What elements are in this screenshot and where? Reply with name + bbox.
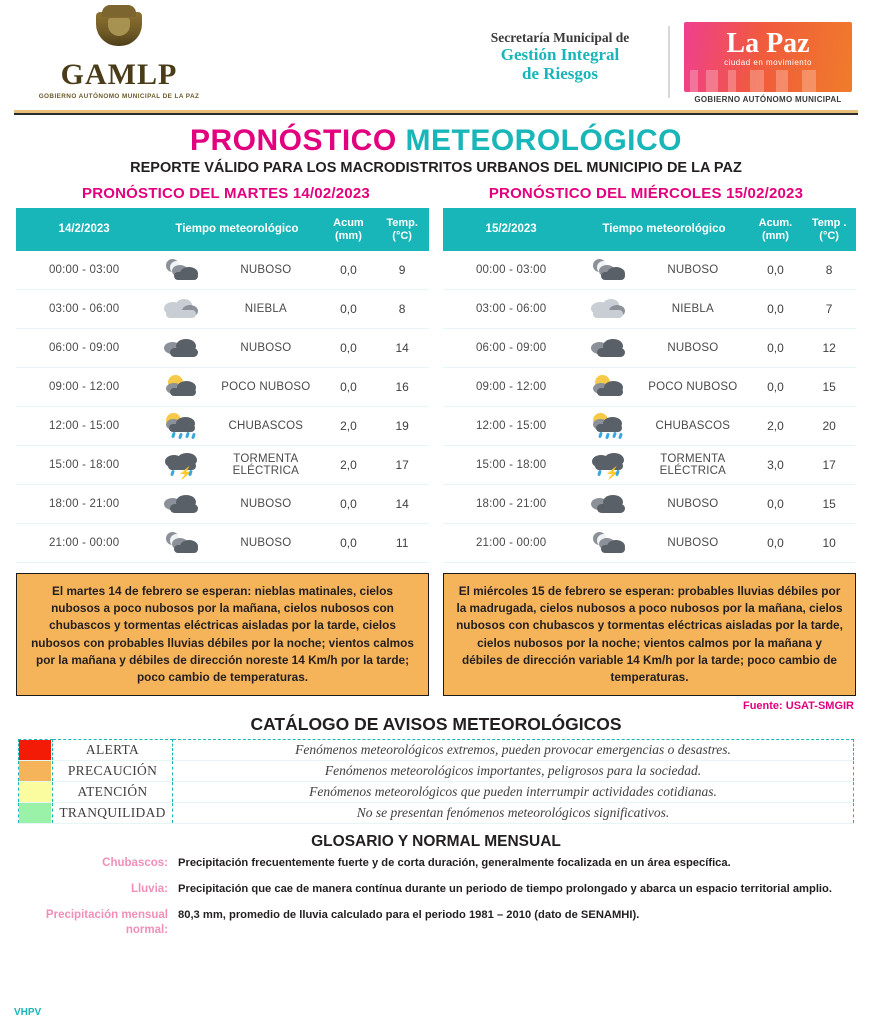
la-paz-logo — [684, 22, 852, 104]
col-date: 14/2/2023 — [16, 208, 152, 251]
cell-acum: 2,0 — [340, 458, 357, 473]
table-row — [443, 329, 856, 368]
cloudy-icon — [579, 485, 637, 524]
table-body — [16, 251, 429, 563]
cell-acum: 0,0 — [767, 380, 784, 395]
page-title-word2: METEOROLÓGICO — [405, 124, 683, 157]
cell-acum: 3,0 — [767, 458, 784, 473]
glossary-entry — [18, 908, 854, 938]
gamlp-subtitle: GOBIERNO AUTÓNOMO MUNICIPAL DE LA PAZ — [38, 93, 200, 100]
table-row — [443, 446, 856, 485]
glossary-entry — [18, 882, 854, 897]
cell-hour: 03:00 - 06:00 — [475, 303, 547, 316]
table-row — [16, 485, 429, 524]
cell-hour: 00:00 - 03:00 — [475, 264, 547, 277]
cell-hour: 15:00 - 18:00 — [48, 459, 120, 472]
cell-acum: 0,0 — [767, 302, 784, 317]
col-date: 15/2/2023 — [443, 208, 579, 251]
cell-temp: 9 — [398, 263, 406, 278]
cell-hour: 06:00 - 09:00 — [48, 342, 120, 355]
cell-temp: 15 — [822, 497, 836, 512]
cell-acum: 0,0 — [340, 380, 357, 395]
cloudy-icon — [579, 329, 637, 368]
cell-hour: 18:00 - 21:00 — [475, 498, 547, 511]
cell-desc: NUBOSO — [240, 342, 292, 355]
catalog-table — [18, 739, 854, 824]
gamlp-logo — [14, 12, 224, 100]
cell-temp: 17 — [395, 458, 409, 473]
catalog-desc: Fenómenos meteorológicos extremos, pueden provocar emergencias o desastres. — [173, 739, 854, 760]
table-header-row — [16, 208, 429, 251]
summary-tuesday: El martes 14 de febrero se esperan: nieblas matinales, cielos nubosos a poco nubosos por la mañana, cielos nubosos con chubascos y tormentas eléctricas aisladas por la tarde, cielos nubosos con probables lluvias débiles por la noche; vientos calmos por la mañana y débiles de dirección noreste 14 Km/h por la tarde; poco cambio de temperaturas. — [16, 573, 429, 696]
cell-temp: 14 — [395, 341, 409, 356]
cell-desc: NIEBLA — [244, 303, 287, 316]
partly-cloudy-icon — [579, 368, 637, 407]
catalog-title: CATÁLOGO DE AVISOS METEOROLÓGICOS — [250, 713, 622, 734]
la-paz-title: La Paz — [726, 28, 810, 59]
table-row — [443, 290, 856, 329]
cell-temp: 16 — [395, 380, 409, 395]
cell-acum: 0,0 — [340, 536, 357, 551]
cell-hour: 15:00 - 18:00 — [475, 459, 547, 472]
cell-hour: 06:00 - 09:00 — [475, 342, 547, 355]
col-temp: Temp. (°C) — [375, 208, 429, 251]
cloudy-icon — [152, 329, 210, 368]
cell-desc: NUBOSO — [667, 264, 719, 277]
header-rule-dark — [14, 113, 858, 115]
table-row — [443, 524, 856, 563]
glossary-term: Lluvia: — [130, 882, 168, 895]
showers-icon — [152, 407, 210, 446]
table-row — [16, 407, 429, 446]
summary-wednesday: El miércoles 15 de febrero se esperan: probables lluvias débiles por la madrugada, cielos nubosos a poco nubosos por la mañana, cielos nubosos con chubascos y tormentas eléctricas aisladas por la tarde, cielos nubosos por la noche; vientos calmos por la mañana y débiles de dirección variable 14 Km/h por la tarde; poco cambio de temperaturas. — [443, 573, 856, 696]
day-headings — [0, 185, 872, 202]
cloudy-icon — [152, 485, 210, 524]
col-weather: Tiempo meteorológico — [579, 208, 748, 251]
table-body — [443, 251, 856, 563]
table-row — [16, 329, 429, 368]
showers-icon — [579, 407, 637, 446]
swatch-tranquilidad — [19, 802, 53, 823]
forecast-tables — [0, 202, 872, 563]
catalog-wrapper — [0, 735, 872, 824]
coat-of-arms-icon — [88, 12, 150, 56]
table-row — [443, 485, 856, 524]
secretaria-line1: Secretaría Municipal de — [490, 30, 630, 45]
night-cloudy-icon — [579, 251, 637, 290]
cell-temp: 15 — [822, 380, 836, 395]
swatch-atencion — [19, 781, 53, 802]
glossary-title: GLOSARIO Y NORMAL MENSUAL — [311, 832, 561, 850]
page-header — [0, 0, 872, 118]
glossary-entry — [18, 856, 854, 871]
cell-desc: TORMENTA ELÉCTRICA — [659, 453, 727, 478]
cell-desc: NIEBLA — [671, 303, 714, 316]
glossary-term: Chubascos: — [102, 856, 168, 869]
catalog-row-alerta — [19, 739, 854, 760]
cell-temp: 11 — [395, 536, 409, 551]
secretaria-line3: de Riesgos — [521, 63, 599, 83]
catalog-label: TRANQUILIDAD — [53, 802, 173, 823]
cell-acum: 0,0 — [340, 497, 357, 512]
cell-temp: 7 — [825, 302, 833, 317]
la-paz-footer: GOBIERNO AUTÓNOMO MUNICIPAL — [694, 95, 842, 104]
cell-desc: NUBOSO — [240, 264, 292, 277]
cell-desc: NUBOSO — [667, 498, 719, 511]
table-row — [443, 407, 856, 446]
col-temp: Temp . (°C) — [802, 208, 856, 251]
cell-temp: 8 — [825, 263, 833, 278]
cell-temp: 20 — [822, 419, 836, 434]
table-header-row — [443, 208, 856, 251]
footer-code: VHPV — [14, 1007, 42, 1018]
night-cloudy-icon — [152, 524, 210, 563]
cell-desc: CHUBASCOS — [655, 420, 731, 433]
catalog-desc: Fenómenos meteorológicos importantes, peligrosos para la sociedad. — [173, 760, 854, 781]
swatch-precaucion — [19, 760, 53, 781]
cell-acum: 0,0 — [767, 497, 784, 512]
glossary-definition: 80,3 mm, promedio de lluvia calculado para el periodo 1981 – 2010 (dato de SENAMHI). — [178, 909, 640, 922]
cell-acum: 0,0 — [340, 302, 357, 317]
source-label: Fuente: USAT-SMGIR — [742, 699, 854, 712]
swatch-alerta — [19, 739, 53, 760]
cell-desc: NUBOSO — [240, 537, 292, 550]
forecast-table-tuesday — [16, 208, 429, 563]
secretaria-title — [470, 30, 650, 84]
cell-hour: 12:00 - 15:00 — [48, 420, 120, 433]
fog-icon — [579, 290, 637, 329]
glossary-definition: Precipitación que cae de manera contínua durante un periodo de tiempo prolongado y abarca un espacio territorial amplio. — [178, 882, 832, 895]
glossary-definition: Precipitación frecuentemente fuerte y de corta duración, generalmente focalizada en un área específica. — [178, 856, 731, 869]
gamlp-wordmark: GAMLP — [60, 58, 178, 91]
la-paz-badge — [684, 22, 852, 92]
thunderstorm-icon — [579, 446, 637, 485]
day-heading-wednesday: PRONÓSTICO DEL MIÉRCOLES 15/02/2023 — [488, 185, 804, 202]
cell-temp: 10 — [822, 536, 836, 551]
cell-hour: 12:00 - 15:00 — [475, 420, 547, 433]
table-row — [443, 251, 856, 290]
cell-temp: 17 — [822, 458, 836, 473]
table-row — [16, 251, 429, 290]
catalog-label: ATENCIÓN — [53, 781, 173, 802]
cell-desc: NUBOSO — [240, 498, 292, 511]
cell-desc: NUBOSO — [667, 537, 719, 550]
page-subtitle: REPORTE VÁLIDO PARA LOS MACRODISTRITOS URBANOS DEL MUNICIPIO DE LA PAZ — [130, 160, 742, 176]
cell-desc: POCO NUBOSO — [648, 381, 738, 394]
glossary — [0, 851, 872, 938]
cell-acum: 0,0 — [340, 341, 357, 356]
fog-icon — [152, 290, 210, 329]
col-acum: Acum. (mm) — [749, 208, 803, 251]
cell-hour: 00:00 - 03:00 — [48, 264, 120, 277]
table-row — [16, 524, 429, 563]
catalog-row-tranquilidad — [19, 802, 854, 823]
cell-desc: POCO NUBOSO — [221, 381, 311, 394]
page-title-word1: PRONÓSTICO — [189, 124, 397, 157]
cell-temp: 19 — [395, 419, 409, 434]
cell-desc: TORMENTA ELÉCTRICA — [232, 453, 300, 478]
cell-acum: 0,0 — [767, 341, 784, 356]
cell-hour: 09:00 - 12:00 — [475, 381, 547, 394]
table-row — [443, 368, 856, 407]
cell-hour: 21:00 - 00:00 — [475, 537, 547, 550]
page-title — [0, 124, 872, 158]
cell-temp: 8 — [398, 302, 406, 317]
cell-acum: 0,0 — [340, 263, 357, 278]
cell-acum: 2,0 — [340, 419, 357, 434]
cell-temp: 14 — [395, 497, 409, 512]
catalog-row-precaucion — [19, 760, 854, 781]
night-cloudy-icon — [579, 524, 637, 563]
secretaria-line2: Gestión Integral — [500, 45, 620, 64]
forecast-table-wednesday — [443, 208, 856, 563]
cell-acum: 2,0 — [767, 419, 784, 434]
partly-cloudy-icon — [152, 368, 210, 407]
cell-desc: CHUBASCOS — [228, 420, 304, 433]
cell-hour: 09:00 - 12:00 — [48, 381, 120, 394]
catalog-label: ALERTA — [53, 739, 173, 760]
header-divider — [668, 26, 670, 98]
la-paz-subtitle: ciudad en movimiento — [724, 58, 812, 67]
day-heading-tuesday: PRONÓSTICO DEL MARTES 14/02/2023 — [82, 185, 370, 202]
catalog-row-atencion — [19, 781, 854, 802]
cell-acum: 0,0 — [767, 263, 784, 278]
glossary-term: Precipitación mensual normal: — [45, 909, 168, 936]
table-row — [16, 290, 429, 329]
cell-hour: 21:00 - 00:00 — [48, 537, 120, 550]
col-acum: Acum (mm) — [322, 208, 376, 251]
catalog-label: PRECAUCIÓN — [53, 760, 173, 781]
col-weather: Tiempo meteorológico — [152, 208, 321, 251]
catalog-desc: Fenómenos meteorológicos que pueden interrumpir actividades cotidianas. — [173, 781, 854, 802]
night-cloudy-icon — [152, 251, 210, 290]
summary-boxes — [0, 563, 872, 696]
cell-hour: 03:00 - 06:00 — [48, 303, 120, 316]
thunderstorm-icon — [152, 446, 210, 485]
cell-hour: 18:00 - 21:00 — [48, 498, 120, 511]
cell-acum: 0,0 — [767, 536, 784, 551]
catalog-desc: No se presentan fenómenos meteorológicos significativos. — [173, 802, 854, 823]
table-row — [16, 446, 429, 485]
cell-desc: NUBOSO — [667, 342, 719, 355]
cell-temp: 12 — [822, 341, 836, 356]
table-row — [16, 368, 429, 407]
